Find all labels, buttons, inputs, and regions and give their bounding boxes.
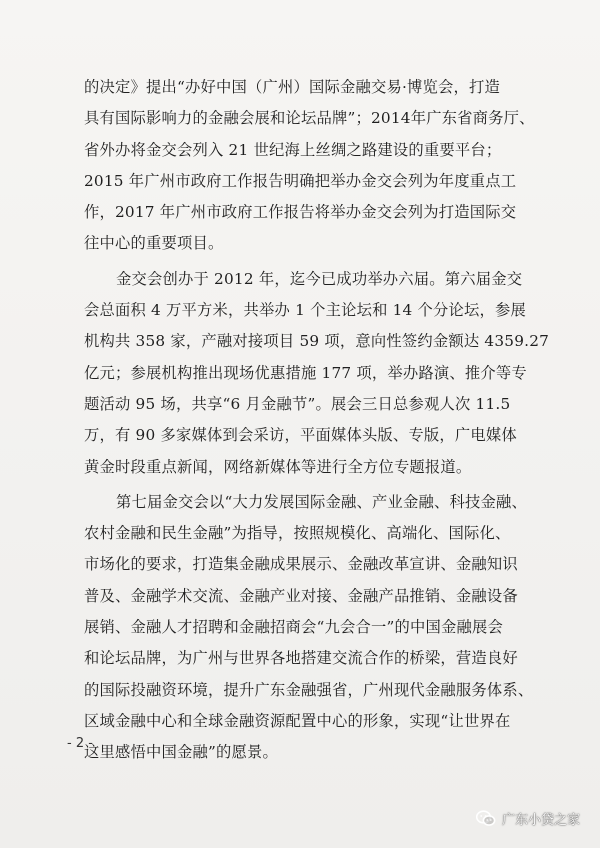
text-line: 亿元；参展机构推出现场优惠措施 177 项，举办路演、推介等专 [84,363,527,382]
text-line: 农村金融和民生金融”为指导，按照规模化、高端化、国际化、 [84,524,511,543]
text-line: 万，有 90 多家媒体到会采访，平面媒体头版、专版，广电媒体 [84,426,517,445]
text-line: 的国际投融资环境，提升广东金融强省，广州现代金融服务体系、 [84,680,534,699]
document-body [84,72,550,769]
wechat-icon [476,810,496,827]
text-line: 展销、金融人才招聘和金融招商会“九会合一”的中国金融展会 [84,618,503,637]
text-line: 区域金融中心和全球金融资源配置中心的形象，实现“让世界在 [84,711,511,730]
text-line: 往中心的重要项目。 [84,234,224,253]
text-line: 题活动 95 场，共享“6 月金融节”。展会三日总参观人次 11.5 [84,394,511,413]
text-line: 这里感悟中国金融”的愿景。 [84,743,278,762]
paragraph-1 [84,72,535,260]
text-line: 普及、金融学术交流、金融产业对接、金融产品推销、金融设备 [84,586,518,605]
text-line: 第七届金交会以“大力发展国际金融、产业金融、科技金融、 [116,492,527,511]
page-number: - 2 - [67,736,93,751]
text-line: 具有国际影响力的金融会展和论坛品牌”；2014年广东省商务厅、 [84,109,535,128]
text-line: 2015 年广州市政府工作报告明确把举办金交会列为年度重点工 [84,171,517,190]
text-line: 黄金时段重点新闻，网络新媒体等进行全方位专题报道。 [84,457,472,476]
watermark-text: 广东小贷之家 [501,813,580,828]
paragraph-3 [84,487,534,769]
text-line: 金交会创办于 2012 年，迄今已成功举办六届。第六届金交 [116,269,523,288]
text-line: 作，2017 年广州市政府工作报告将举办金交会列为打造国际交 [84,203,517,222]
paragraph-2 [84,264,550,483]
text-line: 的决定》提出“办好中国（广州）国际金融交易·博览会，打造 [84,78,501,96]
text-line: 会总面积 4 万平方米，共举办 1 个主论坛和 14 个分论坛，参展 [84,301,527,320]
text-line: 市场化的要求，打造集金融成果展示、金融改革宣讲、金融知识 [84,555,518,574]
text-line: 和论坛品牌，为广州与世界各地搭建交流合作的桥梁，营造良好 [84,649,518,668]
text-line: 机构共 358 家，产融对接项目 59 项，意向性签约金额达 4359.27 [84,332,550,351]
text-line: 省外办将金交会列入 21 世纪海上丝绸之路建设的重要平台； [84,140,502,159]
watermark [476,809,580,828]
